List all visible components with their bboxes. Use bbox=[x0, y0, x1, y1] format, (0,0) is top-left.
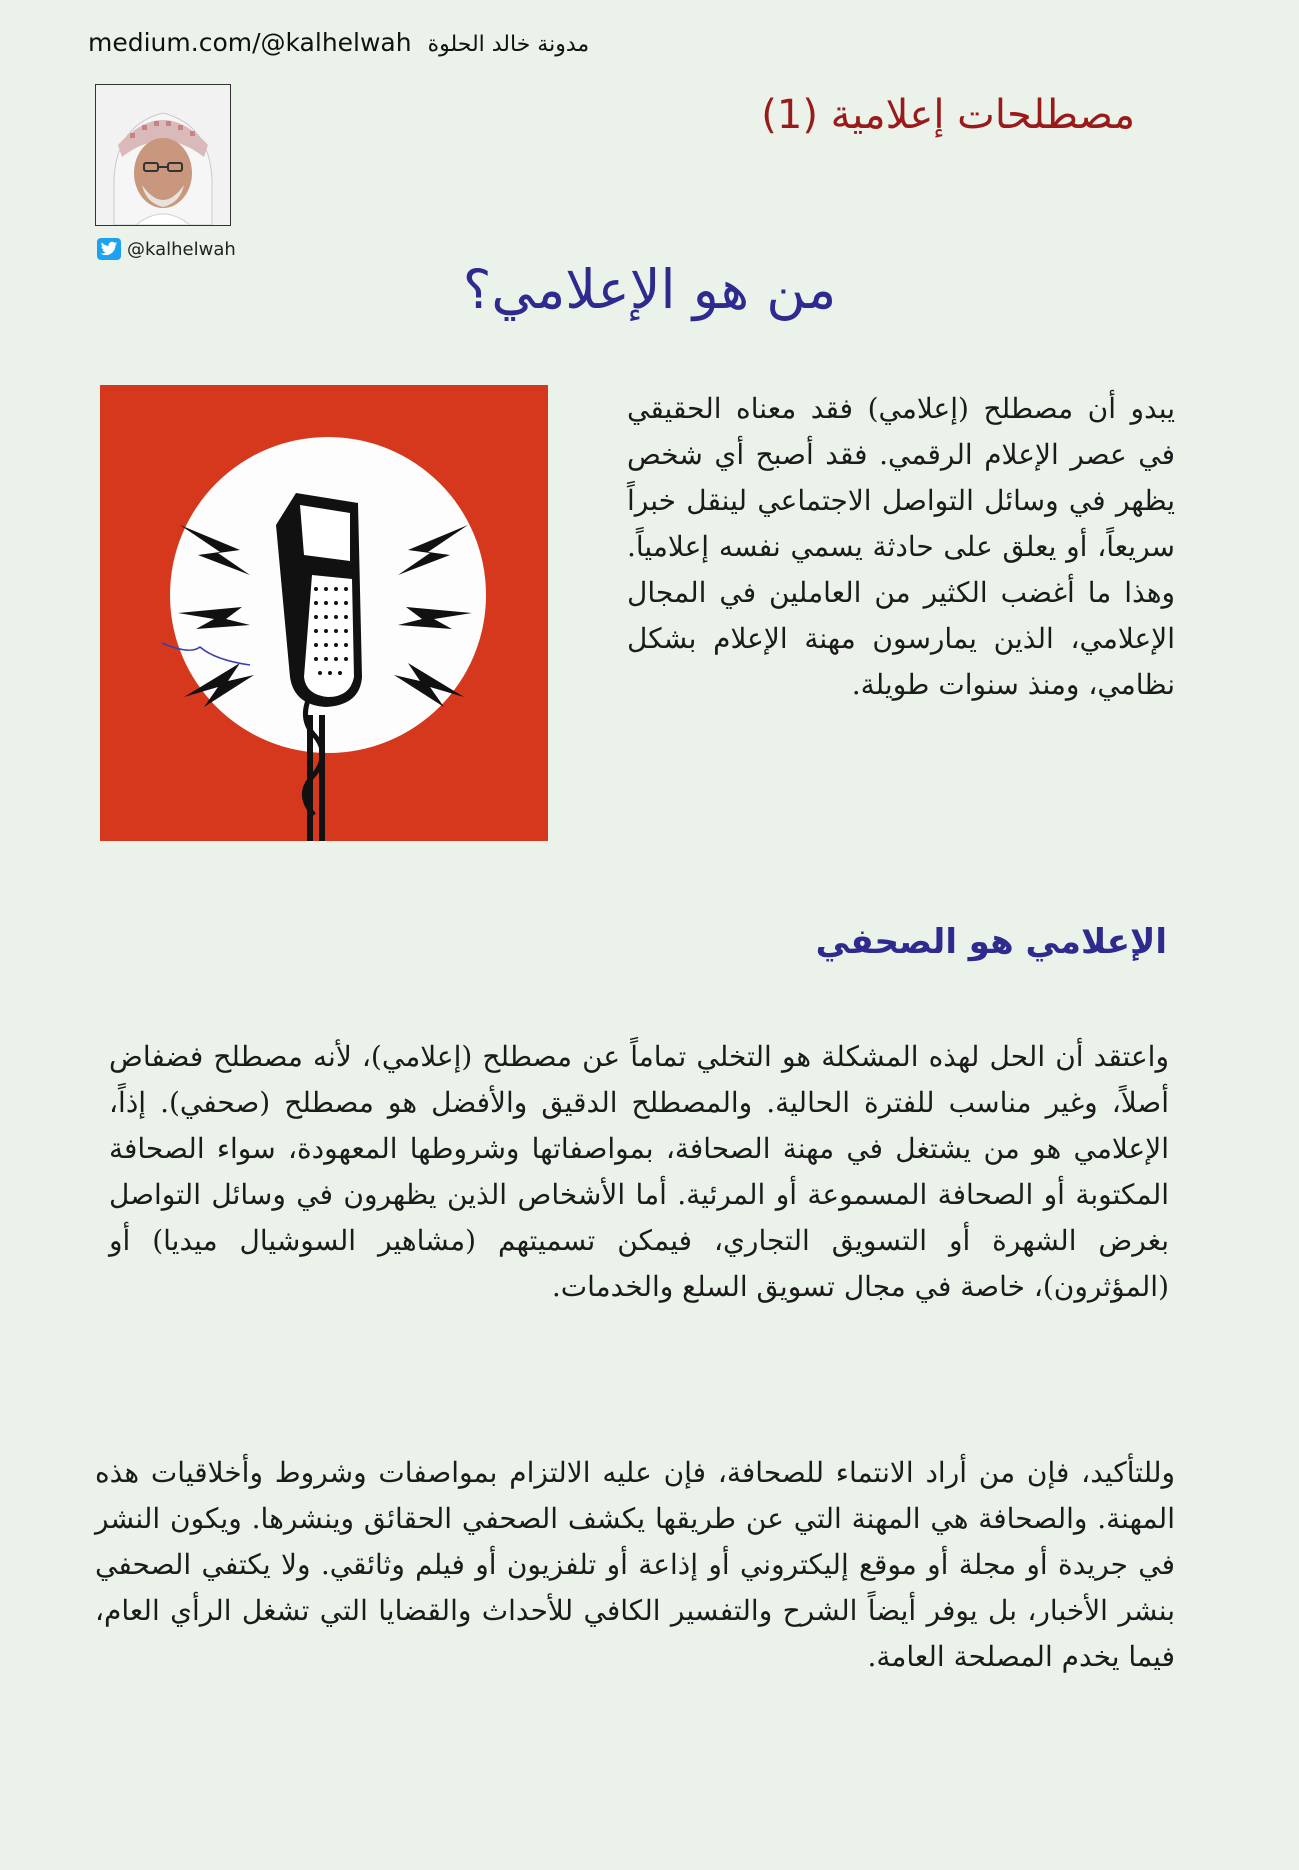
body-paragraph-2: واعتقد أن الحل لهذه المشكلة هو التخلي تماماً عن مصطلح (إعلامي)، لأنه مصطلح فضفاض أصلاً، وغير مناسب للفترة الحالية. والمصطلح الدقيق والأفضل هو مصطلح (صحفي). إذاً، الإعلامي هو من يشتغل في مهنة الصحافة، بمواصفاتها وشروطها المعهودة، سواء الصحافة المكتوبة أو الصحافة المسموعة أو المرئية. أما الأشخاص الذين يظهرون في وسائل التواصل بغرض الشهرة أو التسويق التجاري، فيمكن تسميتهم (مشاهير السوشيال ميديا) أو (المؤثرون)، خاصة في مجال تسويق السلع والخدمات. bbox=[109, 1040, 1169, 1303]
microphone-illustration bbox=[100, 385, 548, 841]
twitter-icon bbox=[97, 238, 121, 260]
section-subheading: الإعلامي هو الصحفي bbox=[815, 922, 1167, 963]
microphone-icon bbox=[100, 385, 548, 841]
series-title: مصطلحات إعلامية (1) bbox=[761, 92, 1135, 138]
handle-text: @kalhelwah bbox=[127, 238, 236, 260]
blog-name: مدونة خالد الحلوة bbox=[427, 32, 590, 57]
author-avatar bbox=[95, 84, 231, 226]
body-paragraph-3: وللتأكيد، فإن من أراد الانتماء للصحافة، فإن عليه الالتزام بمواصفات وشروط وأخلاقيات هذه المهنة. والصحافة هي المهنة التي عن طريقها يكشف الصحفي الحقائق وينشرها. ويكون النشر في جريدة أو مجلة أو موقع إليكتروني أو إذاعة أو تلفزيون أو فيلم وثائقي. ولا يكتفي الصحفي بنشر الأخبار، بل يوفر أيضاً الشرح والتفسير الكافي للأحداث والقضايا التي تشغل الرأي العام، فيما يخدم المصلحة العامة. bbox=[95, 1456, 1175, 1673]
blog-header bbox=[88, 28, 589, 57]
page-title: من هو الإعلامي؟ bbox=[462, 258, 837, 322]
site-url[interactable]: medium.com/@kalhelwah bbox=[88, 28, 412, 57]
twitter-handle[interactable] bbox=[97, 238, 236, 260]
intro-paragraph: يبدو أن مصطلح (إعلامي) فقد معناه الحقيقي في عصر الإعلام الرقمي. فقد أصبح أي شخص يظهر في وسائل التواصل الاجتماعي لينقل خبراً سريعاً، أو يعلق على حادثة يسمي نفسه إعلامياً. وهذا ما أغضب الكثير من العاملين في المجال الإعلامي، الذين يمارسون مهنة الإعلام بشكل نظامي، ومنذ سنوات طويلة. bbox=[627, 392, 1175, 701]
